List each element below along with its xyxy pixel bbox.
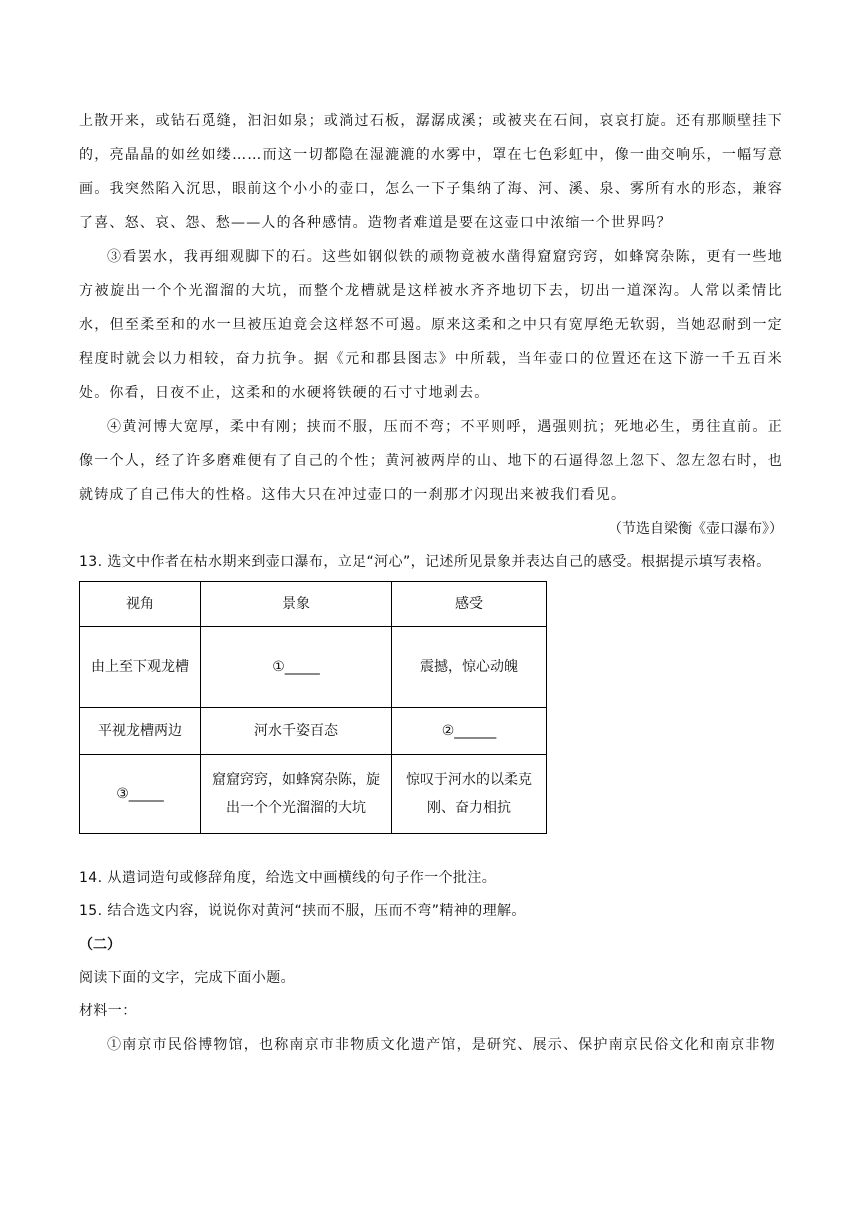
table-header-cell: 景象 [201, 582, 392, 627]
passage-paragraph-4: ④黄河博大宽厚，柔中有刚；挟而不服，压而不弯；不平则呼，遇强则抗；死地必生，勇往直前。正像一个人，经了许多磨难便有了自己的个性；黄河被两岸的山、地下的石逼得忽上忽下、忽左忽右时，也就铸成了自己伟大的性格。这伟大只在冲过壶口的一刹那才闪现出来被我们看见。 [79, 419, 783, 503]
blank-cell[interactable]: ②______ [392, 708, 547, 755]
table-header-cell: 视角 [80, 582, 201, 627]
document-page [79, 104, 783, 1062]
question-13: 13. 选文中作者在枯水期来到壶口瀑布，立足“河心”，记述所见景象并表达自己的感受。根据提示填写表格。 [79, 554, 771, 570]
passage-paragraph-2: 上散开来，或钻石觅缝，汩汩如泉；或淌过石板，潺潺成溪；或被夹在石间，哀哀打旋。还有那顺壁挂下的，亮晶晶的如丝如缕……而这一切都隐在湿漉漉的水雾中，罩在七色彩虹中，像一曲交响乐，一幅写意画。我突然陷入沉思，眼前这个小小的壶口，怎么一下子集纳了海、河、溪、泉、雾所有水的形态，兼容了喜、怒、哀、怨、愁——人的各种感情。造物者难道是要在这壶口中浓缩一个世界吗？ [79, 113, 783, 231]
question-15: 15. 结合选文内容，说说你对黄河“挟而不服，压而不弯”精神的理解。 [79, 903, 526, 919]
passage-source: （节选自梁衡《壶口瀑布》） [608, 521, 783, 537]
table-cell: 窟窟窍窍，如蜂窝杂陈，旋出一个个光溜溜的大坑 [201, 755, 392, 834]
table-row [80, 708, 547, 755]
blank-cell[interactable]: ①_____ [201, 627, 392, 708]
table-header-row [80, 582, 547, 627]
blank-cell[interactable]: ③_____ [80, 755, 201, 834]
material-label: 材料一： [79, 1003, 137, 1019]
material-paragraph-1: ①南京市民俗博物馆，也称南京市非物质文化遗产馆，是研究、展示、保护南京民俗文化和南京非物 [107, 1037, 776, 1053]
table-row [80, 755, 547, 834]
table-cell: 河水千姿百态 [201, 708, 392, 755]
table-cell: 震撼，惊心动魄 [392, 627, 547, 708]
section-title: （二） [79, 937, 121, 953]
answer-table [79, 581, 547, 834]
table-cell: 惊叹于河水的以柔克刚、奋力相抗 [392, 755, 547, 834]
passage-paragraph-3: ③看罢水，我再细观脚下的石。这些如钢似铁的顽物竟被水凿得窟窟窍窍，如蜂窝杂陈，更有一些地方被旋出一个个光溜溜的大坑，而整个龙槽就是这样被水齐齐地切下去，切出一道深沟。人常以柔情比水，但至柔至和的水一旦被压迫竟会这样怒不可遏。原来这柔和之中只有宽厚绝无软弱，当她忍耐到一定程度时就会以力相较，奋力抗争。据《元和郡县图志》中所载，当年壶口的位置还在这下游一千五百米处。你看，日夜不止，这柔和的水硬将铁硬的石寸寸地剥去。 [79, 249, 783, 401]
question-14: 14. 从遣词造句或修辞角度，给选文中画横线的句子作一个批注。 [79, 870, 497, 886]
table-row [80, 627, 547, 708]
section-instruction: 阅读下面的文字，完成下面小题。 [79, 970, 295, 986]
table-header-cell: 感受 [392, 582, 547, 627]
table-cell: 平视龙槽两边 [80, 708, 201, 755]
table-cell: 由上至下观龙槽 [80, 627, 201, 708]
